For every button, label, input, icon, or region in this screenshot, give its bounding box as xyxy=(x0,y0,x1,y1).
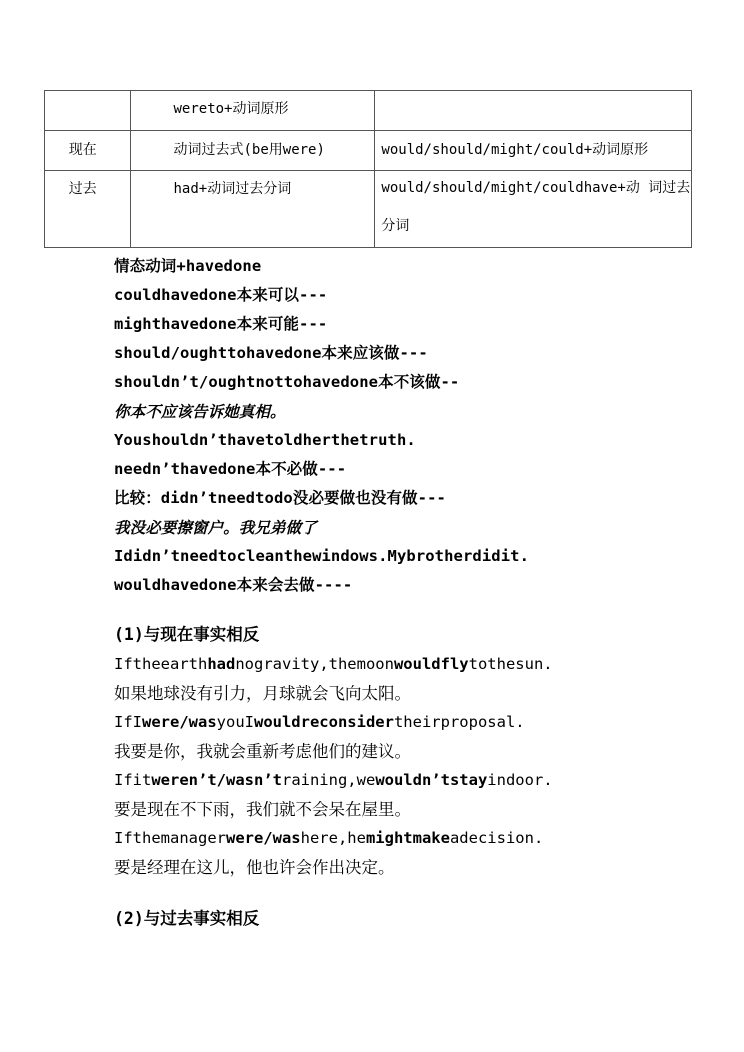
note-line: mighthavedone本来可能--- xyxy=(114,315,328,333)
time-cell: 现在 xyxy=(45,131,131,171)
note-line: couldhavedone本来可以--- xyxy=(114,286,328,304)
note-line: Ididn’tneedtocleanthewindows.Mybrotherdidit. xyxy=(114,547,529,565)
conditional-table xyxy=(44,90,692,248)
note-line: should/oughttohavedone本来应该做--- xyxy=(114,344,428,362)
example-sentence: Ifitweren’t/wasn’training,wewouldn’tstayindoor. xyxy=(114,771,553,789)
example-sentence: IfIwere/wasyouIwouldreconsidertheirproposal. xyxy=(114,713,525,731)
if-clause-cell: wereto+动词原形 xyxy=(131,91,375,131)
example-sentence: Ifthemanagerwere/washere,hemightmakeadecision. xyxy=(114,829,544,847)
table-row xyxy=(45,171,692,248)
note-line: wouldhavedone本来会去做---- xyxy=(114,576,353,594)
section-past-contrary xyxy=(114,904,714,934)
section-present-contrary xyxy=(114,620,714,882)
if-clause-cell: 动词过去式(be用were) xyxy=(131,131,375,171)
example-translation: 我要是你，我就会重新考虑他们的建议。 xyxy=(114,742,411,761)
section-heading: (1)与现在事实相反 xyxy=(114,625,260,644)
time-cell xyxy=(45,91,131,131)
note-line: 情态动词+havedone xyxy=(114,257,262,275)
example-translation: 如果地球没有引力，月球就会飞向太阳。 xyxy=(114,684,411,703)
if-clause-cell: had+动词过去分词 xyxy=(131,171,375,248)
note-line: 你本不应该告诉她真相。 xyxy=(114,402,286,421)
example-translation: 要是现在不下雨，我们就不会呆在屋里。 xyxy=(114,800,411,819)
note-line: shouldn’t/oughtnottohavedone本不该做-- xyxy=(114,373,460,391)
section-heading: (2)与过去事实相反 xyxy=(114,909,260,928)
note-line: 我没必要擦窗户。我兄弟做了 xyxy=(114,518,317,537)
main-clause-cell: would/should/might/could+动词原形 xyxy=(375,131,692,171)
note-line: needn’thavedone本不必做--- xyxy=(114,460,347,478)
example-translation: 要是经理在这儿，他也许会作出决定。 xyxy=(114,858,395,877)
note-line: Youshouldn’thavetoldherthetruth. xyxy=(114,431,416,449)
time-cell: 过去 xyxy=(45,171,131,248)
table-row xyxy=(45,91,692,131)
modal-perfect-notes xyxy=(114,252,714,600)
note-line: 比较：didn’tneedtodo没必要做也没有做--- xyxy=(114,489,446,507)
main-clause-cell: would/should/might/couldhave+动 词过去分词 xyxy=(375,171,692,248)
example-sentence: Iftheearthhadnogravity,themoonwouldflytothesun. xyxy=(114,655,553,673)
main-clause-cell xyxy=(375,91,692,131)
